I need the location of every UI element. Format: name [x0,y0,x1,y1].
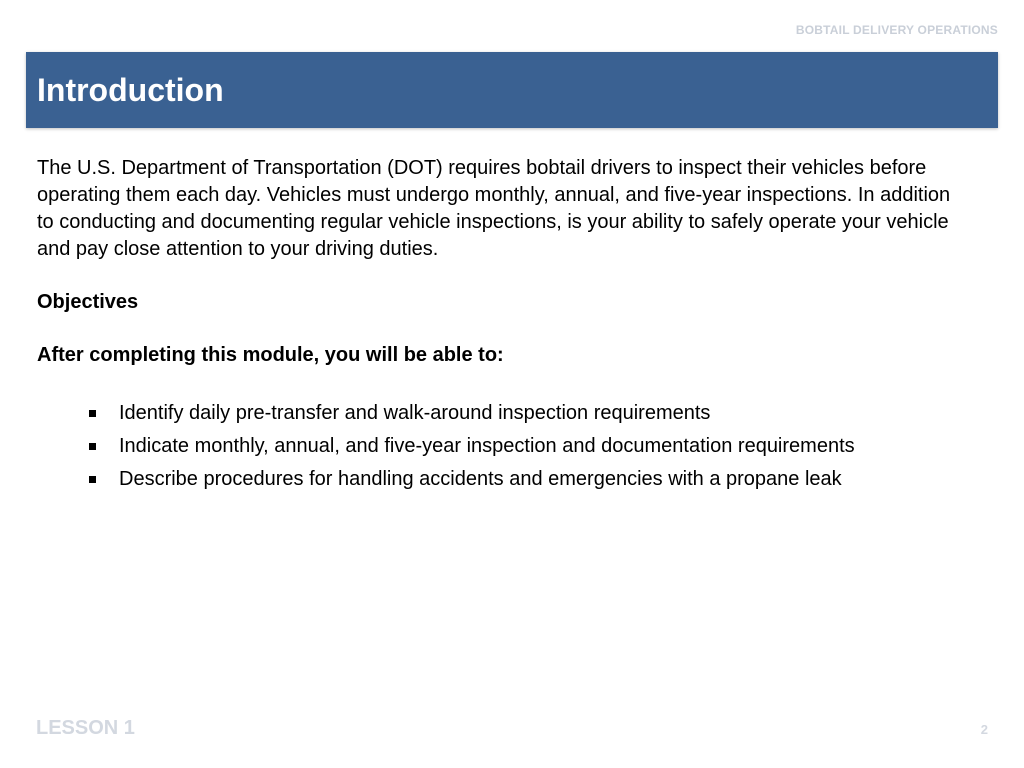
objective-item [37,463,972,496]
slide-title: Introduction [37,72,224,108]
square-bullet-icon [89,443,96,450]
slide-content [37,155,972,496]
objectives-list [37,397,972,496]
objective-text: Identify daily pre-transfer and walk-around inspection requirements [119,402,711,424]
objective-text: Describe procedures for handling accidents and emergencies with a propane leak [119,468,842,490]
footer-lesson-label: LESSON 1 [36,717,135,739]
objectives-lead-in: After completing this module, you will be able to: [37,344,504,366]
objective-text: Indicate monthly, annual, and five-year inspection and documentation requirements [119,435,855,457]
objective-item [37,430,972,463]
square-bullet-icon [89,476,96,483]
title-bar [26,52,998,128]
page-number: 2 [980,722,988,737]
intro-paragraph: The U.S. Department of Transportation (DOT) requires bobtail drivers to inspect their vehicles before operating them each day. Vehicles must undergo monthly, annual, and five-year inspections. In addition to conducting and documenting regular vehicle inspections, is your ability to safely operate your vehicle and pay close attention to your driving duties. [37,157,951,260]
objective-item [37,397,972,430]
deck-header-label: BOBTAIL DELIVERY OPERATIONS [795,23,998,37]
square-bullet-icon [89,410,96,417]
objectives-heading: Objectives [37,291,139,313]
